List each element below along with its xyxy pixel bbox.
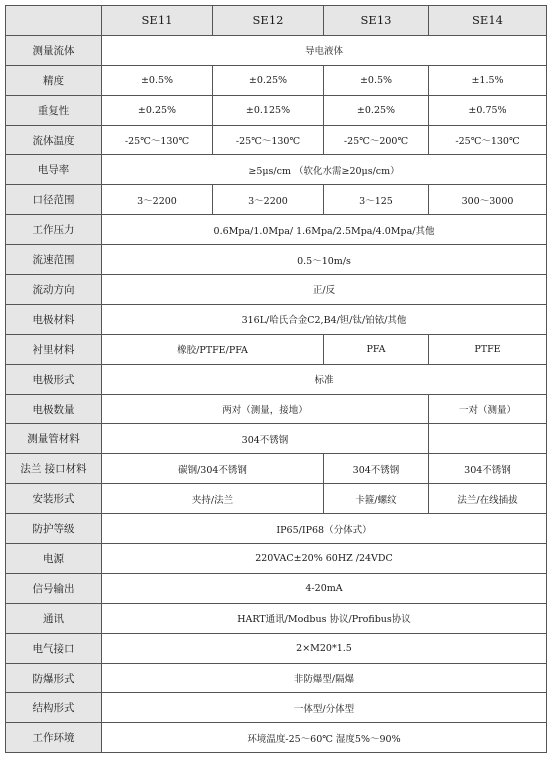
row-label: 流速范围: [6, 245, 102, 275]
row-label: 测量管材料: [6, 424, 102, 454]
value-cell: 316L/哈氏合金C2,B4/钽/钛/铂铱/其他: [102, 304, 547, 334]
value-cell: 0.6Mpa/1.0Mpa/ 1.6Mpa/2.5Mpa/4.0Mpa/其他: [102, 215, 547, 245]
table-row: [6, 185, 547, 215]
table-body: [6, 35, 547, 752]
value-cell: ±1.5%: [429, 65, 547, 95]
table-row: [6, 245, 547, 275]
value-cell: PTFE: [429, 334, 547, 364]
table-row: [6, 544, 547, 574]
row-label: 电极形式: [6, 364, 102, 394]
value-cell: -25℃～130℃: [102, 125, 213, 155]
header-corner-cell: [6, 6, 102, 36]
value-cell: 300～3000: [429, 185, 547, 215]
value-cell: 非防爆型/隔爆: [102, 663, 547, 693]
row-label: 电极材料: [6, 304, 102, 334]
value-cell: ±0.25%: [324, 95, 429, 125]
table-row: [6, 514, 547, 544]
row-label: 防护等级: [6, 514, 102, 544]
row-label: 工作环境: [6, 723, 102, 753]
value-cell: 环境温度-25～60℃ 湿度5%～90%: [102, 723, 547, 753]
table-row: [6, 633, 547, 663]
table-row: [6, 304, 547, 334]
header-model-se14: SE14: [429, 6, 547, 36]
row-label: 通讯: [6, 603, 102, 633]
value-cell: 导电液体: [102, 35, 547, 65]
header-model-se13: SE13: [324, 6, 429, 36]
row-label: 安装形式: [6, 484, 102, 514]
row-label: 电导率: [6, 155, 102, 185]
value-cell: 304不锈钢: [102, 424, 429, 454]
table-row: [6, 65, 547, 95]
value-cell: 两对（测量，接地）: [102, 394, 429, 424]
row-label: 防爆形式: [6, 663, 102, 693]
spec-table: [5, 5, 547, 753]
table-row: [6, 35, 547, 65]
row-label: 工作压力: [6, 215, 102, 245]
row-label: 重复性: [6, 95, 102, 125]
value-cell: [429, 424, 547, 454]
row-label: 法兰 接口材料: [6, 454, 102, 484]
value-cell: -25℃～200℃: [324, 125, 429, 155]
value-cell: ±0.5%: [102, 65, 213, 95]
row-label: 精度: [6, 65, 102, 95]
row-label: 信号输出: [6, 573, 102, 603]
table-row: [6, 364, 547, 394]
table-row: [6, 693, 547, 723]
value-cell: 碳钢/304不锈钢: [102, 454, 324, 484]
value-cell: IP65/IP68（分体式）: [102, 514, 547, 544]
value-cell: 一体型/分体型: [102, 693, 547, 723]
header-row: [6, 6, 547, 36]
row-label: 口径范围: [6, 185, 102, 215]
table-row: [6, 603, 547, 633]
table-row: [6, 573, 547, 603]
value-cell: 橡胶/PTFE/PFA: [102, 334, 324, 364]
value-cell: 夹持/法兰: [102, 484, 324, 514]
table-row: [6, 484, 547, 514]
value-cell: 4-20mA: [102, 573, 547, 603]
value-cell: 304不锈钢: [324, 454, 429, 484]
value-cell: 法兰/在线插拔: [429, 484, 547, 514]
row-label: 流动方向: [6, 275, 102, 305]
row-label: 电极数量: [6, 394, 102, 424]
table-row: [6, 125, 547, 155]
table-header: [6, 6, 547, 36]
value-cell: ±0.5%: [324, 65, 429, 95]
value-cell: 3～125: [324, 185, 429, 215]
table-row: [6, 454, 547, 484]
value-cell: ±0.125%: [213, 95, 324, 125]
row-label: 测量流体: [6, 35, 102, 65]
row-label: 电气接口: [6, 633, 102, 663]
value-cell: -25℃～130℃: [429, 125, 547, 155]
value-cell: PFA: [324, 334, 429, 364]
value-cell: 3～2200: [213, 185, 324, 215]
value-cell: 标准: [102, 364, 547, 394]
row-label: 电源: [6, 544, 102, 574]
table-row: [6, 215, 547, 245]
value-cell: 304不锈钢: [429, 454, 547, 484]
table-row: [6, 424, 547, 454]
table-row: [6, 95, 547, 125]
value-cell: ≥5μs/cm （软化水需≥20μs/cm）: [102, 155, 547, 185]
value-cell: 正/反: [102, 275, 547, 305]
value-cell: -25℃～130℃: [213, 125, 324, 155]
table-row: [6, 334, 547, 364]
value-cell: 220VAC±20% 60HZ /24VDC: [102, 544, 547, 574]
value-cell: 卡箍/螺纹: [324, 484, 429, 514]
value-cell: HART通讯/Modbus 协议/Profibus协议: [102, 603, 547, 633]
value-cell: 0.5～10m/s: [102, 245, 547, 275]
value-cell: ±0.25%: [213, 65, 324, 95]
table-row: [6, 275, 547, 305]
row-label: 衬里材料: [6, 334, 102, 364]
value-cell: 3～2200: [102, 185, 213, 215]
table-row: [6, 394, 547, 424]
value-cell: ±0.75%: [429, 95, 547, 125]
table-row: [6, 663, 547, 693]
value-cell: ±0.25%: [102, 95, 213, 125]
header-model-se11: SE11: [102, 6, 213, 36]
value-cell: 一对（测量）: [429, 394, 547, 424]
table-row: [6, 155, 547, 185]
header-model-se12: SE12: [213, 6, 324, 36]
row-label: 流体温度: [6, 125, 102, 155]
table-row: [6, 723, 547, 753]
value-cell: 2×M20*1.5: [102, 633, 547, 663]
row-label: 结构形式: [6, 693, 102, 723]
